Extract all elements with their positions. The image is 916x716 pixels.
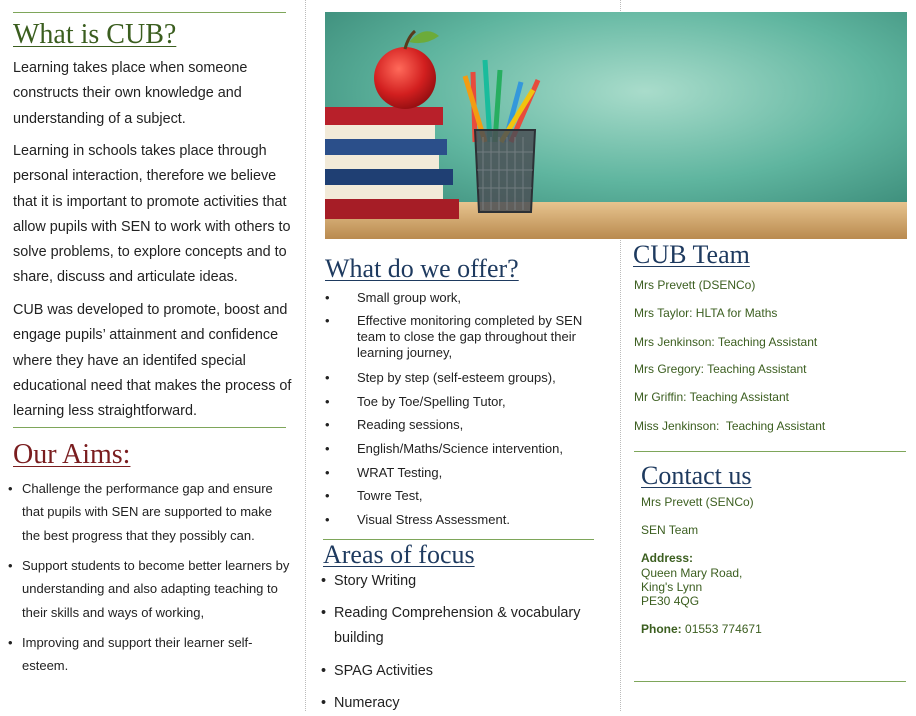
aim-item: [8, 554, 293, 624]
address-line: PE30 4QG: [641, 594, 700, 608]
what-do-we-offer-heading: What do we offer?: [325, 254, 519, 283]
offer-item: [325, 394, 590, 410]
contact-name: Mrs Prevett (SENCo): [641, 495, 754, 509]
aim-text: Challenge the performance gap and ensure that pupils with SEN are supported to make the best progress that they possibly can.: [22, 481, 273, 543]
team-member: Mrs Gregory: Teaching Assistant: [634, 362, 807, 376]
contact-rule: [634, 451, 906, 452]
offer-item: [325, 512, 590, 528]
offer-item: [325, 313, 590, 361]
bullet: •: [321, 695, 327, 711]
bullet: •: [321, 605, 327, 621]
offer-text: Step by step (self-esteem groups),: [357, 370, 556, 385]
bullet: •: [325, 313, 330, 328]
team-member: Mrs Jenkinson: Teaching Assistant: [634, 335, 818, 349]
bottom-rule: [634, 681, 906, 682]
focus-text: SPAG Activities: [334, 663, 433, 679]
our-aims-heading: Our Aims:: [13, 439, 131, 470]
aims-rule: [13, 427, 286, 428]
aim-item: [8, 477, 293, 547]
bullet: •: [8, 635, 13, 650]
phone-label: Phone:: [641, 622, 682, 636]
address-line: Queen Mary Road,: [641, 566, 743, 580]
column-divider-left: [305, 0, 306, 711]
bullet: •: [8, 481, 13, 496]
offer-text: Reading sessions,: [357, 417, 464, 432]
address-label: Address:: [641, 551, 694, 565]
contact-us-heading: Contact us: [641, 461, 752, 490]
offer-text: Effective monitoring completed by SEN team to close the gap throughout their learning journey,: [357, 313, 583, 360]
phone-line: [641, 622, 762, 637]
classroom-illustration-icon: [325, 12, 907, 239]
focus-item: [321, 691, 591, 716]
offer-text: English/Maths/Science intervention,: [357, 441, 563, 456]
team-member: Mrs Taylor: HLTA for Maths: [634, 306, 778, 320]
offer-text: WRAT Testing,: [357, 465, 443, 480]
focus-item: [321, 569, 591, 594]
bullet: •: [325, 394, 330, 409]
areas-of-focus-heading: Areas of focus: [323, 540, 475, 569]
bullet: •: [321, 573, 327, 589]
focus-item: [321, 601, 591, 651]
offer-item: [325, 441, 590, 457]
team-member: Mr Griffin: Teaching Assistant: [634, 390, 789, 404]
bullet: •: [325, 417, 330, 432]
intro-paragraph-2: Learning in schools takes place through personal interaction, therefore we believe that it is important to promote activities that allow pupils with SEN to work with others to solve problems, to explore concepts and to share, discuss and articulate ideas.: [13, 143, 291, 286]
team-member: Mrs Prevett (DSENCo): [634, 278, 756, 292]
bullet: •: [325, 290, 330, 305]
bullet: •: [325, 488, 330, 503]
aim-text: Support students to become better learners by understanding and also adapting teaching to their skills and ways of working,: [22, 558, 290, 620]
bullet: •: [325, 465, 330, 480]
offer-item: [325, 290, 590, 306]
offer-item: [325, 417, 590, 433]
what-is-cub-heading: What is CUB?: [13, 19, 177, 50]
phone-number[interactable]: 01553 774671: [685, 622, 762, 636]
bullet: •: [325, 370, 330, 385]
cub-team-heading: CUB Team: [633, 240, 750, 269]
focus-text: Numeracy: [334, 695, 400, 711]
aim-text: Improving and support their learner self-esteem.: [22, 635, 253, 674]
hero-image: [325, 12, 907, 239]
intro-paragraph-1: Learning takes place when someone constructs their own knowledge and understanding of a subject.: [13, 60, 248, 127]
offer-item: [325, 488, 590, 504]
bullet: •: [8, 558, 13, 573]
bullet: •: [321, 663, 327, 679]
offer-text: Visual Stress Assessment.: [357, 512, 510, 527]
offer-item: [325, 370, 590, 386]
bullet: •: [325, 441, 330, 456]
address-line: King's Lynn: [641, 580, 703, 594]
offer-item: [325, 465, 590, 481]
team-member: Miss Jenkinson: Teaching Assistant: [634, 419, 826, 433]
contact-team: SEN Team: [641, 523, 699, 537]
offer-text: Towre Test,: [357, 488, 423, 503]
offer-text: Small group work,: [357, 290, 462, 305]
bullet: •: [325, 512, 330, 527]
intro-paragraph-3: CUB was developed to promote, boost and engage pupils’ attainment and confidence where they have an identifed special educational need that makes the process of learning less straightforward.: [13, 302, 292, 420]
top-rule: [13, 12, 286, 13]
focus-text: Story Writing: [334, 573, 417, 589]
focus-text: Reading Comprehension & vocabulary building: [334, 605, 581, 646]
focus-item: [321, 659, 591, 684]
offer-text: Toe by Toe/Spelling Tutor,: [357, 394, 506, 409]
aim-item: [8, 631, 293, 678]
